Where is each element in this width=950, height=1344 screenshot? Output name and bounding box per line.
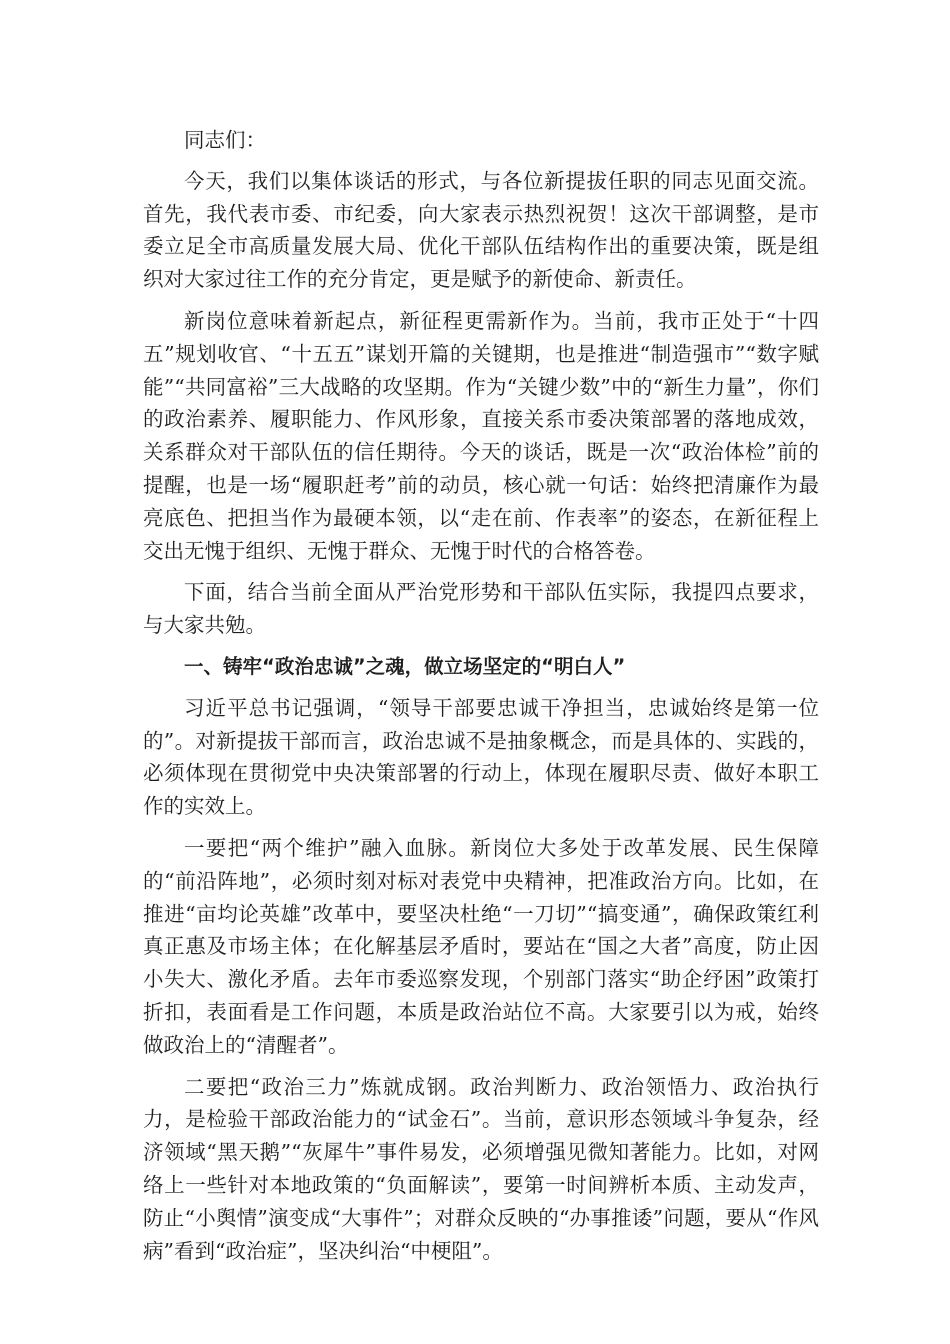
salutation: 同志们： — [184, 128, 266, 152]
opening-paragraph: 今天，我们以集体谈话的形式，与各位新提拔任职的同志见面交流。首先，我代表市委、市纪委，向大家表示热烈祝贺！这次干部调整，是市委立足全市高质量发展大局、优化干部队伍结构作出的重要决策，既是组织对大家过往工作的充分肯定，更是赋予的新使命、新责任。 — [143, 168, 819, 292]
section-heading: 一、铸牢“政治忠诚”之魂，做立场坚定的“明白人” — [184, 654, 626, 678]
speech-text — [143, 124, 819, 1276]
transition-paragraph: 下面，结合当前全面从严治党形势和干部队伍实际，我提四点要求，与大家共勉。 — [143, 580, 819, 638]
section-paragraph: 一要把“两个维护”融入血脉。新岗位大多处于改革发展、民生保障的“前沿阵地”，必须时刻对标对表党中央精神，把准政治方向。比如，在推进“亩均论英雄”改革中，要坚决杜绝“一刀切”“搞变通”，确保政策红利真正惠及市场主体；在化解基层矛盾时，要站在“国之大者”高度，防止因小失大、激化矛盾。去年市委巡察发现，个别部门落实“助企纾困”政策打折扣，表面看是工作问题，本质是政治站位不高。大家要引以为戒，始终做政治上的“清醒者”。 — [143, 835, 819, 1057]
section-paragraph: 二要把“政治三力”炼就成钢。政治判断力、政治领悟力、政治执行力，是检验干部政治能力的“试金石”。当前，意识形态领域斗争复杂，经济领域“黑天鹅”“灰犀牛”事件易发，必须增强见微知著能力。比如，对网络上一些针对本地政策的“负面解读”，要第一时间辨析本质、主动发声，防止“小舆情”演变成“大事件”；对群众反映的“办事推诿”问题，要从“作风病”看到“政治症”，坚决纠治“中梗阻”。 — [143, 1074, 819, 1263]
context-paragraph: 新岗位意味着新起点，新征程更需新作为。当前，我市正处于“十四五”规划收官、“十五五”谋划开篇的关键期，也是推进“制造强市”“数字赋能”“共同富裕”三大战略的攻坚期。作为“关键少数”中的“新生力量”，你们的政治素养、履职能力、作风形象，直接关系市委决策部署的落地成效，关系群众对干部队伍的信任期待。今天的谈话，既是一次“政治体检”前的提醒，也是一场“履职赶考”前的动员，核心就一句话：始终把清廉作为最亮底色、把担当作为最硬本领，以“走在前、作表率”的姿态，在新征程上交出无愧于组织、无愧于群众、无愧于时代的合格答卷。 — [143, 308, 819, 563]
section-paragraph: 习近平总书记强调，“领导干部要忠诚干净担当，忠诚始终是第一位的”。对新提拔干部而言，政治忠诚不是抽象概念，而是具体的、实践的，必须体现在贯彻党中央决策部署的行动上，体现在履职尽责、做好本职工作的实效上。 — [143, 695, 819, 819]
